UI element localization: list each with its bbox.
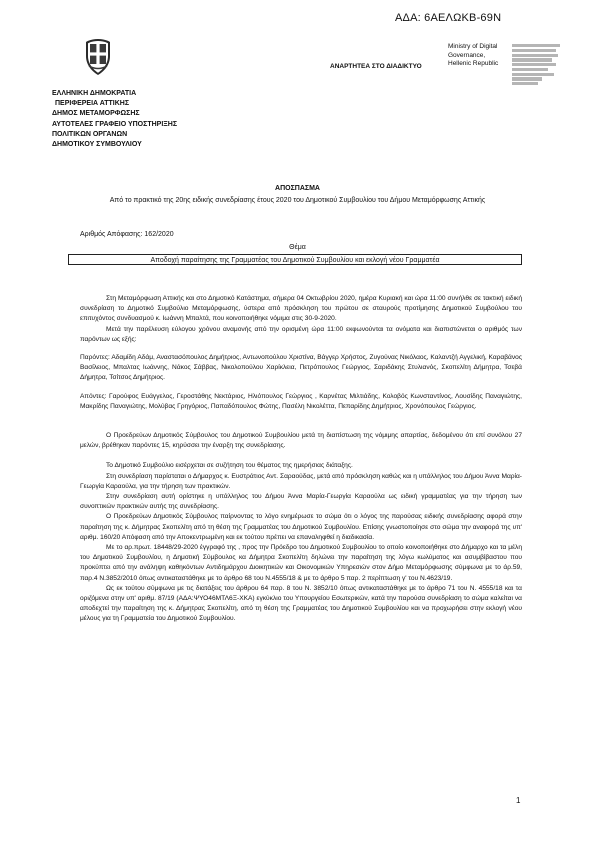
subject-label: Θέμα [289,244,306,251]
present-members: Παρόντες: Αδαμίδη Αδάμ, Αναστασόπουλος Δημήτριος, Αντωνοπούλου Χριστίνα, Βάγγερ Χρήστος, Ζυγούνας Νικόλαος, Καλαντζή Αγγελική, Καραβάνος Βασίλειος, Μπαλτας Ιωάννης, Νάκος Σάββας, Νικολοπούλου Χαρίκλεια, Πετρόπουλος Γεώργιος, Σαριδάκης Στυλιανός, Σκοπελίτη Δήμητρα, Τσεβά Δήμητρα, Τσίτσος Δημήτριος. [80,354,522,382]
hellenic-emblem-icon [83,38,113,76]
subject-box: Αποδοχή παραίτησης της Γραμματέας του Δημοτικού Συμβουλίου και εκλογή νέου Γραμματέα [68,254,522,265]
decision-number: Αριθμός Απόφασης: 162/2020 [80,231,174,238]
ministry-line: Ministry of Digital [448,43,498,50]
issuer-line: ΔΗΜΟΣ ΜΕΤΑΜΟΡΦΩΣΗΣ [52,110,140,118]
body-paragraph: Μετά την παρέλευση εύλογου χρόνου αναμονής από την ορισμένη ώρα 11:00 εκφωνούνται τα ονόματα και διαπιστώνεται ο αριθμός των παρόντων ως εξής: [80,325,522,343]
body-paragraph: Στην συνεδρίαση αυτή ορίστηκε η υπάλληλος του Δήμου Άννα Μαρία-Γεωργία Καραούλα ως ειδική γραμματέας για την τήρηση των συνοπτικών πρακτικών αυτής της συνεδρίασης. [80,493,522,511]
body-paragraph: Ως εκ τούτου σύμφωνα με τις διατάξεις του άρθρου 64 παρ. 8 του Ν. 3852/10 όπως αντικαταστάθηκε με το άρθρο 71 του Ν. 4555/18 και τα οριζόμενα στην υπ' αριθμ. 87/19 (ΑΔΑ:ΨΥΟ46ΜΤΛ6Ξ-ΧΚΑ) εγκύκλιο του Υπουργείου Εσωτερικών, κατά την παρούσα συνεδρίαση το σώμα καλείται να αποδεχτεί την παραίτηση της κ. Δήμητρας Σκοπελίτη, από τη θέση της Γραμματέας του Δημοτικού Συμβουλίου και να προχωρήσει στην εκλογή νέου μέλους για τη Γραμματεία του Δημοτικού Συμβουλίου. [80,584,522,623]
issuer-line: ΕΛΛΗΝΙΚΗ ΔΗΜΟΚΡΑΤΙΑ [52,90,137,97]
body-paragraph: Ο Προεδρεύων Δημοτικός Σύμβουλος του Δημοτικού Συμβουλίου μετά τη διαπίστωση της νόμιμης απαρτίας, δεδομένου ότι επί συνόλου 27 μελών, βρέθηκαν παρόντες 15, κηρύσσει την έναρξη της συνεδρίασης. [80,432,522,450]
ada-code: ΑΔΑ: 6ΑΕΛΩΚΒ-69Ν [395,12,502,24]
ministry-line: Hellenic Republic [448,60,499,68]
body-paragraph: Το Δημοτικό Συμβούλιο εισέρχεται σε συζήτηση του θέματος της ημερήσιας διάταξης. [106,462,353,470]
ministry-line: Governance, [448,51,486,59]
body-paragraph: Στη συνεδρίαση παρίσταται ο Δήμαρχος κ. Ευστράτιος Αντ. Σαραούδας, μετά από πρόσκληση καθώς και η υπάλληλος του Δήμου Άννα Μαρία-Γεωργία Καραούλα, για την τήρηση των πρακτικών. [80,472,522,490]
issuer-line: ΠΕΡΙΦΕΡΕΙΑ ΑΤΤΙΚΗΣ [55,100,130,108]
posted-online-label: ΑΝΑΡΤΗΤΕΑ ΣΤΟ ΔΙΑΔΙΚΤΥΟ [330,63,422,70]
issuer-line: ΔΗΜΟΤΙΚΟΥ ΣΥΜΒΟΥΛΙΟΥ [52,141,142,149]
document-subtitle: Από το πρακτικό της 20ης ειδικής συνεδρίασης έτους 2020 του Δημοτικού Συμβουλίου του Δήμου Μεταμόρφωσης Αττικής [109,197,486,204]
document-body [80,294,522,625]
page-number: 1 [516,796,521,805]
document-heading: ΑΠΟΣΠΑΣΜΑ [275,185,320,192]
body-paragraph: Ο Προεδρεύων Δημοτικός Σύμβουλος παίρνοντας το λόγο ενημέρωσε το σώμα ότι ο λόγος της παρούσας ειδικής συνεδρίασης αφορά στην παραίτηση της κ. Δήμητρας Σκοπελίτη από τη θέση της Γραμματέας του Δημοτικού Συμβουλίου. Επίσης γνωστοποίησε στο σώμα την αναφορά της υπ' αριθμ. 160/20 Απόφαση από την Αποκεντρωμένη και εκ τούτου πρέπει να επαναληφθεί η διαδικασία. [80,513,522,541]
digital-signature-block [512,44,562,87]
body-paragraph: Με το αρ.πρωτ. 18448/29-2020 έγγραφό της , προς την Πρόεδρο του Δημοτικού Συμβουλίου το οποίο κοινοποιήθηκε στο Δήμαρχο και τα μέλη του Δημοτικού Συμβουλίου, η Δημοτική Σύμβουλος κα Δήμητρα Σκοπελίτη δηλώνει την παραίτηση της λόγω κωλύματος και ασυμβίβαστου που προκύπτει από την ανάληψη καθηκόντων Αντιδημάρχου Διοικητικών και Οικονομικών Υπηρεσιών στον Δήμο Μεταμόρφωσης σύμφωνα με το άρ.59, παρ.4 Ν.3852/2010 όπως αντικαταστάθηκε με το άρθρο 68 του Ν.4555/18 & με το άρθρο 5 παρ. 2 περίπτωση γ' του Ν.4623/19. [80,544,522,582]
issuer-line: ΑΥΤΟΤΕΛΕΣ ΓΡΑΦΕΙΟ ΥΠΟΣΤΗΡΙΞΗΣ [52,120,178,128]
ministry-signature-text [448,43,514,69]
issuer-line: ΠΟΛΙΤΙΚΩΝ ΟΡΓΑΝΩΝ [52,130,128,138]
body-paragraph: Στη Μεταμόρφωση Αττικής και στο Δημοτικό Κατάστημα, σήμερα 04 Οκτωβρίου 2020, ημέρα Κυριακή και ώρα 11:00 συνήλθε σε τακτική ειδική συνεδρίαση το Δημοτικό Συμβούλιο Μεταμόρφωσης, ύστερα από πρόσκληση του πρώτου σε σταυρούς προτίμησης Δημοτικού Συμβούλου του επιτυχόντος συνδυασμού κ. Ιωάννη Μπαλτά, που κοινοποιήθηκε νόμιμα στις 30-9-2020. [80,295,522,323]
issuer-block [52,89,177,150]
absent-members: Απόντες: Γαρούφος Ευάγγελος, Γεροστάθης Νεκτάριος, Ηλιόπουλος Γεώργιος , Καρνέτας Μιλτιάδης, Κολοβός Κωνσταντίνος, Λουσίδης Παναγιώτης, Μακρίδης Παναγιώτης, Μολύβας Γρηγόριος, Παπαδόπουλος Φώτης, Πασέλη Νικολέττα, Πεπαρίδης Δημήτριος, Χρονόπουλος Γεώργιος. [80,392,522,410]
